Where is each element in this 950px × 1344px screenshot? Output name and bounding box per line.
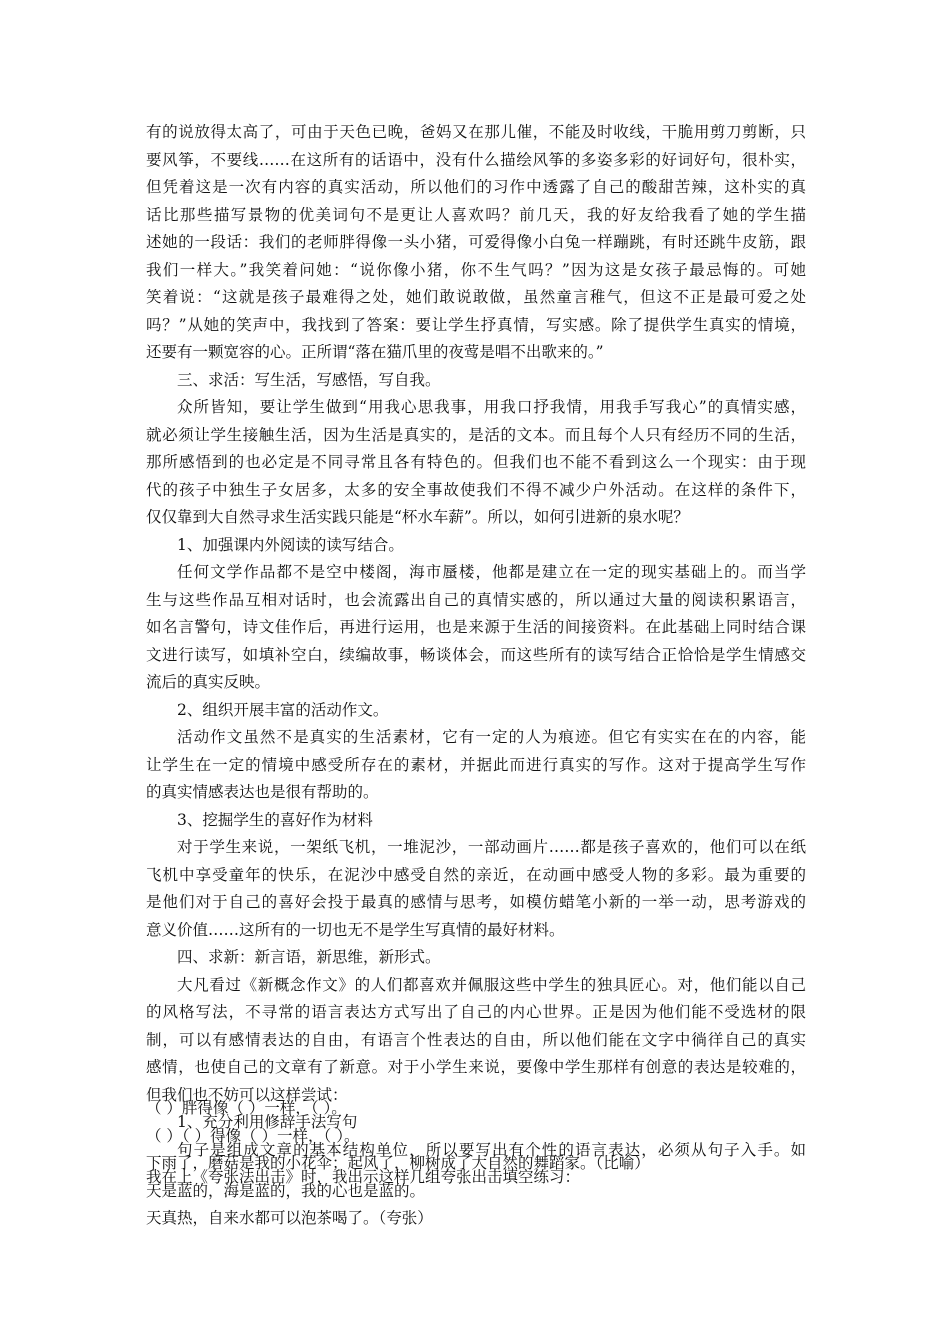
- text-line: 有的说放得太高了，可由于天色已晚，爸妈又在那儿催，不能及时收线，干脆用剪刀剪断，只: [146, 123, 806, 141]
- text-line: 吗？”从她的笑声中，我找到了答案：要让学生抒真情，写实感。除了提供学生真实的情境，: [146, 315, 806, 334]
- exercise-item: 天是蓝的，海是蓝的，我的心也是蓝的。: [146, 1181, 426, 1200]
- subsection-heading: 2、组织开展丰富的活动作文。: [177, 700, 389, 719]
- text-line: 感情，也使自己的文章有了新意。对于小学生来说，要像中学生那样有创意的表达是较难的，: [146, 1058, 806, 1076]
- text-line: 的真实情感表达也是很有帮助的。: [146, 783, 379, 801]
- text-line: 让学生在一定的情境中感受所存在的素材，并据此而进行真实的写作。这对于提高学生写作: [146, 755, 806, 774]
- subsection-heading: 1、加强课内外阅读的读写结合。: [177, 535, 404, 554]
- subsection-heading: 3、挖掘学生的喜好作为材料: [177, 810, 373, 829]
- text-line: 述她的一段话：我们的老师胖得像一头小猪，可爱得像小白兔一样蹦跳，有时还跳牛皮筋，跟: [146, 233, 806, 251]
- text-line: 任何文学作品都不是空中楼阁，海市蜃楼，他都是建立在一定的现实基础上的。而当学: [177, 563, 806, 581]
- text-line: 如名言警句，诗文佳作后，再进行运用，也是来源于生活的间接资料。在此基础上同时结合课: [146, 618, 806, 636]
- text-line: 仅仅靠到大自然寻求生活实践只能是“杯水车薪”。所以，如何引进新的泉水呢？: [146, 508, 689, 526]
- text-line: 句子是组成文章的基本结构单位，所以要写出有个性的语言表达，必须从句子入手。如: [177, 1140, 806, 1159]
- text-line: 还要有一颗宽容的心。正所谓“落在猫爪里的夜莺是唱不出歌来的。”: [146, 343, 604, 361]
- text-line: 那所感悟到的也必定是不同寻常且各有特色的。但我们也不能不看到这么一个现实：由于现: [146, 453, 806, 471]
- body-text: [146, 119, 806, 1192]
- section-heading: 四、求新：新言语，新思维，新形式。: [177, 948, 441, 966]
- exercise-item: 天真热，自来水都可以泡茶喝了。（夸张）: [146, 1209, 433, 1227]
- text-line: 代的孩子中独生子女居多，太多的安全事故使我们不得不减少户外活动。在这样的条件下，: [146, 480, 806, 499]
- text-line: 但我们也不妨可以这样尝试：: [146, 1085, 348, 1104]
- text-line: 飞机中享受童年的快乐，在泥沙中感受自然的亲近，在动画中感受人物的多彩。最为重要的: [146, 865, 806, 884]
- text-line: 要风筝，不要线……在这所有的话语中，没有什么描绘风筝的多姿多彩的好词好句，很朴实，: [146, 150, 806, 169]
- text-line: 话比那些描写景物的优美词句不是更让人喜欢吗？前几天，我的好友给我看了她的学生描: [146, 205, 806, 224]
- text-line: 制，可以有感情表达的自由，有语言个性表达的自由，所以他们能在文字中徜徉自己的真实: [146, 1030, 806, 1049]
- text-line: 对于学生来说，一架纸飞机，一堆泥沙，一部动画片……都是孩子喜欢的，他们可以在纸: [177, 838, 806, 856]
- text-line: 笑着说：“这就是孩子最难得之处，她们敢说敢做，虽然童言稚气，但这不正是最可爱之处: [146, 288, 806, 306]
- text-line: 活动作文虽然不是真实的生活素材，它有一定的人为痕迹。但它有实实在在的内容，能: [177, 728, 806, 746]
- exercise-item: （ ）胖得像（ ）一样，（ ）。: [146, 1099, 347, 1117]
- text-line: 是他们对于自己的喜好会投于最真的感情与思考，如模仿蜡笔小新的一举一动，思考游戏的: [146, 893, 806, 911]
- text-line: 众所皆知，要让学生做到“用我心思我事，用我口抒我情，用我手写我心”的真情实感，: [177, 398, 806, 416]
- text-line: 生与这些作品互相对话时，也会流露出自己的真情实感的，所以通过大量的阅读积累语言，: [146, 590, 806, 609]
- text-line: 我在上《夸张法出击》时，我出示这样几组夸张出击填空练习：: [146, 1168, 581, 1186]
- text-line: 的风格写法，不寻常的语言表达方式写出了自己的内心世界。正是因为他们能不受选材的限: [146, 1003, 806, 1021]
- text-line: 但凭着这是一次有内容的真实活动，所以他们的习作中透露了自己的酸甜苦辣，这朴实的真: [146, 178, 806, 196]
- exercise-list: [146, 1095, 806, 1233]
- exercise-item: （ ）（ ）得像（ ）一样，（ ）。: [146, 1126, 360, 1145]
- text-line: 意义价值……这所有的一切也无不是学生写真情的最好材料。: [146, 920, 565, 939]
- text-line: 大凡看过《新概念作文》的人们都喜欢并佩服这些中学生的独具匠心。对，他们能以自己: [177, 975, 806, 994]
- text-line: 流后的真实反映。: [146, 673, 271, 691]
- text-line: 就必须让学生接触生活，因为生活是真实的，是活的文本。而且每个人只有经历不同的生活，: [146, 425, 806, 444]
- subsection-heading: 1、充分利用修辞手法写句: [177, 1113, 358, 1131]
- exercise-item: 下雨了，磨菇是我的小花伞；起风了，柳树成了大自然的舞蹈家。（比喻）: [146, 1154, 650, 1172]
- section-heading: 三、求活：写生活，写感悟，写自我。: [177, 370, 441, 389]
- text-line: 文进行读写，如填补空白，续编故事，畅谈体会，而这些所有的读写结合正恰恰是学生情感交: [146, 645, 806, 664]
- text-line: 我们一样大。”我笑着问她：“说你像小猪，你不生气吗？”因为这是女孩子最忌悔的。可她: [146, 260, 806, 279]
